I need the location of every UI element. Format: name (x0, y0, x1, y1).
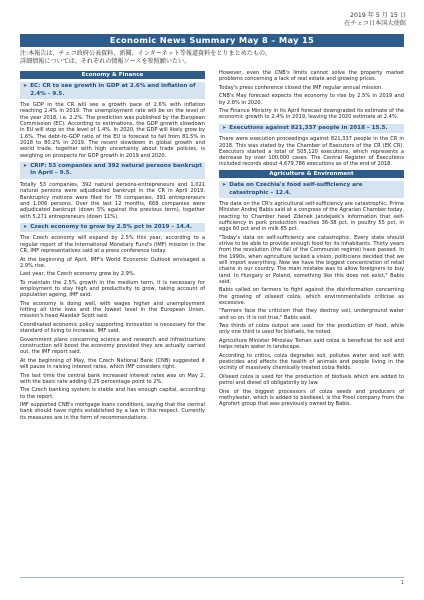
paragraph: Coordinated economic policy supporting innovation is necessary for the standard of living to increase, IMF said. (20, 321, 205, 335)
right-column (219, 70, 404, 410)
arrow-bullet-icon: ➤ (23, 162, 28, 169)
article-heading-text: Data on Czechia's food self-sufficiency are catastrophic – 12.4. (229, 181, 363, 196)
paragraph: The last time the central bank increased interest rates was on May 2, with the basic rate adding 0.25 percentage point to 2%. (20, 372, 205, 385)
arrow-bullet-icon: ➤ (23, 83, 28, 89)
paragraph: Babis called on farmers to fight against the disinformation concerning the growing of oilseed colza, which environmentalists criticise as excessive. (219, 287, 404, 306)
paragraph: At the beginning of April, IMF's World Economic Outlook envisaged a 2.9% rise. (20, 256, 205, 269)
paragraph: Oilseed colza is used for the production of biofuels which are added to petrol and diesel oil obligatorily by law. (219, 373, 404, 387)
article-heading (219, 181, 404, 198)
arrow-bullet-icon: ➤ (23, 223, 28, 230)
article-heading-text: Czech economy to grow by 2.5% pct in 2019 – 14.4. (30, 223, 193, 230)
paragraph: Agriculture Minister Miroslav Toman said colza is beneficial for soil and helps retain water in landscape. (219, 337, 404, 351)
paragraph: CNB's May forecast expects the economy to rise by 2.5% in 2019 and by 2.8% in 2020. (219, 93, 404, 106)
document-header (344, 12, 406, 28)
paragraph: The Czech economy will expand by 2.5% this year, according to a regular report of the International Monetary Fund's (IMF) mission in the CR, IMF representatives said at a press conference today. (20, 235, 205, 255)
article-heading (219, 124, 404, 134)
section-heading-economy: Economy & Finance (20, 71, 205, 79)
article-heading-text: Executions against 821,337 people in 2018 – 15.5. (229, 124, 388, 131)
paragraph: Government plans concerning science and research and infrastructure construction will boost the economy provided they are actually carried out, the IMF report said. (20, 336, 205, 356)
paragraph: However, even the CNB's limits cannot solve the property market problems concerning a lack of real estate and growing prices. (219, 70, 404, 83)
paragraph: The Czech banking system is stable and has enough capital, according to the report. (20, 387, 205, 400)
article-heading (20, 82, 205, 99)
section-heading-agriculture: Agriculture & Environment (219, 170, 404, 178)
paragraph: The data on the CR's agricultural self-sufficiency are catastrophic, Prime Minister Andrej Babis said at a congress of the Agrarian Chamber today, reacting to Chamber head Zdenek Jandejsek's information that self-sufficiency in pork production reaches 36-38 pct, in poultry 55 pct, in eggs 60 pct and in milk 85 pct. (219, 201, 404, 233)
arrow-bullet-icon: ➤ (222, 181, 227, 188)
footer-divider (20, 577, 404, 578)
paragraph: To maintain the 2.5% growth in the medium term, it is necessary for employment to stay high and productivity to grow, taking account of population ageing, IMF said. (20, 279, 205, 299)
paragraph: IMF supported CNB's mortgage loans conditions, saying that the central bank should have rights established by a law in this respect. Currently its measures are in the form of recommendations. (20, 402, 205, 421)
paragraph: "Farmers face the criticism that they destroy soil, underground water and so on. It is not true," Babis said. (219, 308, 404, 321)
paragraph: Last year, the Czech economy grew by 2.9%. (20, 271, 136, 278)
paragraph: Two thirds of colza output are used for the production of food, while only one third is used for biofuels, he noted. (219, 323, 404, 336)
header-organization: 在チェコ日本国大使館 (344, 20, 406, 27)
paragraph: Today's press conference closed the IMF regular annual mission. (219, 84, 383, 91)
header-date: 2019 年 5 月 15 日 (350, 12, 406, 19)
note-line-2: 詳細情報については、それぞれの情報ソースを参照願いたい。 (20, 57, 191, 65)
note-line-1: 注:本報告は、チェコ政府公表資料、新聞、インターネット等報道資料をとりまとめたもの。 (20, 50, 271, 57)
arrow-bullet-icon: ➤ (222, 124, 227, 131)
paragraph: Totally 53 companies, 392 natural persons-entrepreneurs and 1,021 natural persons were adjudicated bankrupt in the CR in April 2019. Bankruptcy motions were filed for 78 companies, 391 entrepreneurs and 1,006 persons. Over the last 12 months, 668 companies were adjudicated bankrupt (down 5% against the previous term), together with 5,271 entrepreneurs (down 11%). (20, 182, 205, 220)
paragraph: "Today's data on self-sufficiency are catastrophic. Every state should strive to be able to provide enough food for its inhabitants. Thirty years from the revolution (the fall of the Communist regime) have passed. In the 1990s, when agriculture lacked a vision, politicians decided that we will import everything. Now we have the biggest concentration of retail chains in our country. The main mistake was to allow foreigners to buy land. In Hungary or Poland, something like this does not exist," Babis said. (219, 234, 404, 285)
document-title: Economic News Summary May 8 – May 15 (20, 34, 404, 47)
disclaimer-note (20, 50, 404, 65)
article-heading-text: CRIF: 53 companies and 392 natural persons bankrupt in April – 9.5. (30, 162, 202, 177)
article-heading (20, 162, 205, 179)
article-heading (20, 223, 205, 233)
paragraph: At the beginning of May, the Czech National Bank (CNB) suggested it will pause in raising interest rates, which IMF considers right. (20, 357, 205, 371)
left-column (20, 70, 205, 423)
paragraph: The Finance Ministry in its April forecast downgraded its estimate of the economic growth to 2.4% in 2019, leaving the 2020 estimate at 2.4%. (219, 108, 404, 121)
paragraph: The GDP in the CR will see a growth pace of 2.6% with inflation reaching 2.4% in 2019. The unemployment rate will be on the level of the year 2018, i.e. 2.2%. The prediction was published by the European Commission (EC). According to estimations, the GDP growth slowdown in EU will stop on the level of 1.4%. In 2020, the GDP will likely grow by 1.6%. The debt-to-GDP ratio of the EU is forecast to fall from 81.5% in 2018 to 80.2% in 2019. The recent slowdown in global growth and world trade, together with high uncertainty about trade policies, is weighing on prospects for GDP growth in 2019 and 2020. (20, 102, 205, 159)
paragraph: The economy is doing well, with wages higher and unemployment hitting all time lows and the lowest level in the European Union, mission's head Alasdair Scott said. (20, 300, 205, 320)
paragraph: According to critics, colza degrades soil, pollutes water and soil with pesticides and affects the health of animals and people living in the vicinity of massively chemically treated colza fields. (219, 352, 404, 372)
article-heading-text: EC: CR to see growth in GDP at 2.6% and inflation of 2.4% – 9.5. (30, 83, 196, 97)
page-number: 1 (400, 580, 404, 586)
paragraph: One of the biggest processors of colza seeds and producers of methylester, which is added to biodiesel, is the Preol company from the Agrofert group that was previously owned by Babis. (219, 388, 404, 408)
paragraph: There were execution proceedings against 821,337 people in the CR in 2018. This was stated by the Chamber of Executors of the CR (EK CR). Executors started a total of 505,120 executions, which represents a decrease by over 100,000 cases. The Central Register of Executions included records about 4,679,786 executions as of the end of 2018. (219, 136, 404, 168)
